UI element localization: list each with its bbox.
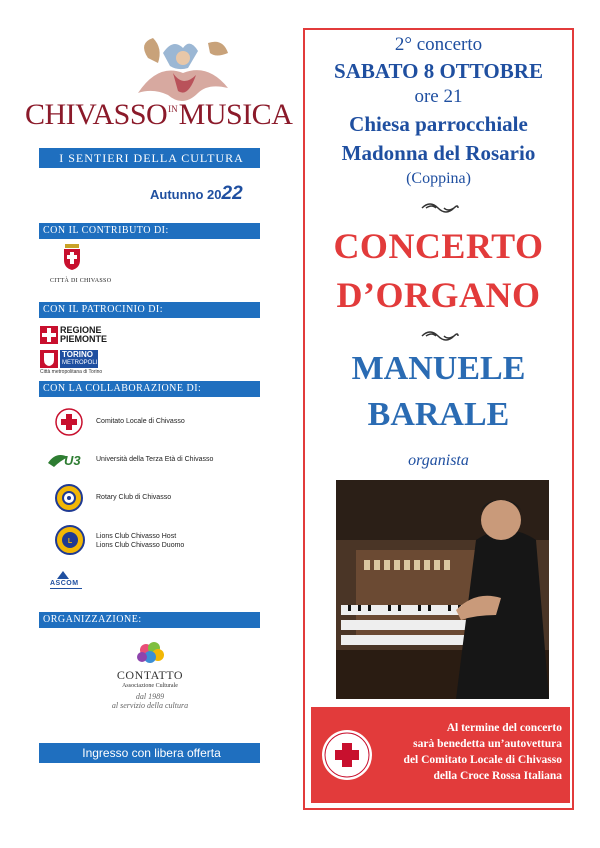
- ascom-logo: [50, 570, 90, 600]
- lions-logo-icon: [55, 525, 85, 555]
- cri-line4: della Croce Rossa Italiana: [433, 770, 562, 782]
- contatto-since: dal 1989: [135, 692, 165, 701]
- contatto-motto: al servizio della cultura: [111, 701, 189, 710]
- cri-line2: sarà benedetta un’autovettura: [413, 738, 562, 750]
- venue-line2: Madonna del Rosario: [341, 141, 536, 165]
- brand-left: CHIVASSO: [25, 98, 168, 131]
- torino-logo: [40, 350, 130, 376]
- season-label: [150, 183, 260, 205]
- cri-line3: del Comitato Locale di Chivasso: [403, 754, 562, 766]
- organist-photo: [336, 480, 549, 699]
- organizzazione-bar: ORGANIZZAZIONE:: [39, 612, 260, 628]
- concert-time: ore 21: [414, 86, 463, 107]
- contatto-logo-icon: [132, 640, 172, 670]
- venue-note: (Coppina): [406, 170, 471, 187]
- contributo-bar: CON IL CONTRIBUTO DI:: [39, 223, 260, 239]
- cri-small-logo-icon: [55, 408, 83, 436]
- ingresso-bar: Ingresso con libera offerta: [39, 743, 260, 763]
- svg-text:U3: U3: [64, 453, 81, 468]
- svg-text:L: L: [67, 538, 73, 545]
- performer-last-name: BARALE: [367, 396, 510, 433]
- rotary-logo-icon: [55, 484, 83, 512]
- torino-badge: [60, 350, 98, 368]
- cri-line1: Al termine del concerto: [446, 722, 562, 734]
- venue-line1: Chiesa parrocchiale: [349, 112, 528, 136]
- ornament-icon: [420, 200, 460, 216]
- ascom-icon: [56, 570, 70, 580]
- season-prefix: Autunno 20: [150, 187, 222, 202]
- torino-shield-icon: [40, 350, 58, 368]
- collab-item-ute: Università della Terza Età di Chivasso: [96, 456, 214, 463]
- regione-flag-icon: [40, 326, 58, 344]
- event-title-line1: CONCERTO: [333, 226, 544, 266]
- patrocinio-bar: CON IL PATROCINIO DI:: [39, 302, 260, 318]
- regione-logo: [40, 326, 110, 346]
- cri-announcement: [311, 707, 570, 803]
- brand-in: IN: [168, 104, 178, 114]
- regione-line2: PIEMONTE: [60, 334, 108, 344]
- torino-line1: TORINO: [62, 350, 93, 359]
- brand-logo: [25, 98, 305, 138]
- ornament-icon-2: [420, 328, 460, 344]
- contatto-sub: Associazione Culturale: [122, 683, 178, 689]
- collab-item-lions-host: Lions Club Chivasso Host: [96, 533, 177, 540]
- concert-number: 2° concerto: [394, 34, 483, 55]
- collaborazione-bar: CON LA COLLABORAZIONE DI:: [39, 381, 260, 397]
- subtitle-bar: I SENTIERI DELLA CULTURA: [39, 148, 260, 168]
- torino-line2: METROPOLI: [62, 360, 98, 366]
- regione-line1: REGIONE: [60, 325, 102, 335]
- season-suffix: 22: [221, 183, 243, 204]
- cri-large-logo-icon: [321, 729, 373, 781]
- performer-first-name: MANUELE: [351, 350, 526, 387]
- collab-item-rotary: Rotary Club di Chivasso: [96, 494, 172, 501]
- collab-item-lions-duomo: Lions Club Chivasso Duomo: [96, 542, 185, 549]
- performer-role: organista: [408, 452, 469, 469]
- contatto-name: CONTATTO: [116, 668, 184, 682]
- citta-label: CITTÀ DI CHIVASSO: [50, 278, 112, 284]
- city-crest-icon: [62, 244, 82, 270]
- concert-date: SABATO 8 OTTOBRE: [334, 59, 543, 83]
- collab-item-cri: Comitato Locale di Chivasso: [96, 418, 185, 425]
- brand-right: MUSICA: [178, 98, 293, 131]
- torino-sub: Città metropolitana di Torino: [40, 369, 103, 375]
- ascom-label: ASCOM: [50, 580, 79, 587]
- ute-logo-icon: [46, 447, 90, 469]
- ascom-divider: [50, 588, 82, 589]
- event-title-line2: D’ORGANO: [336, 275, 541, 315]
